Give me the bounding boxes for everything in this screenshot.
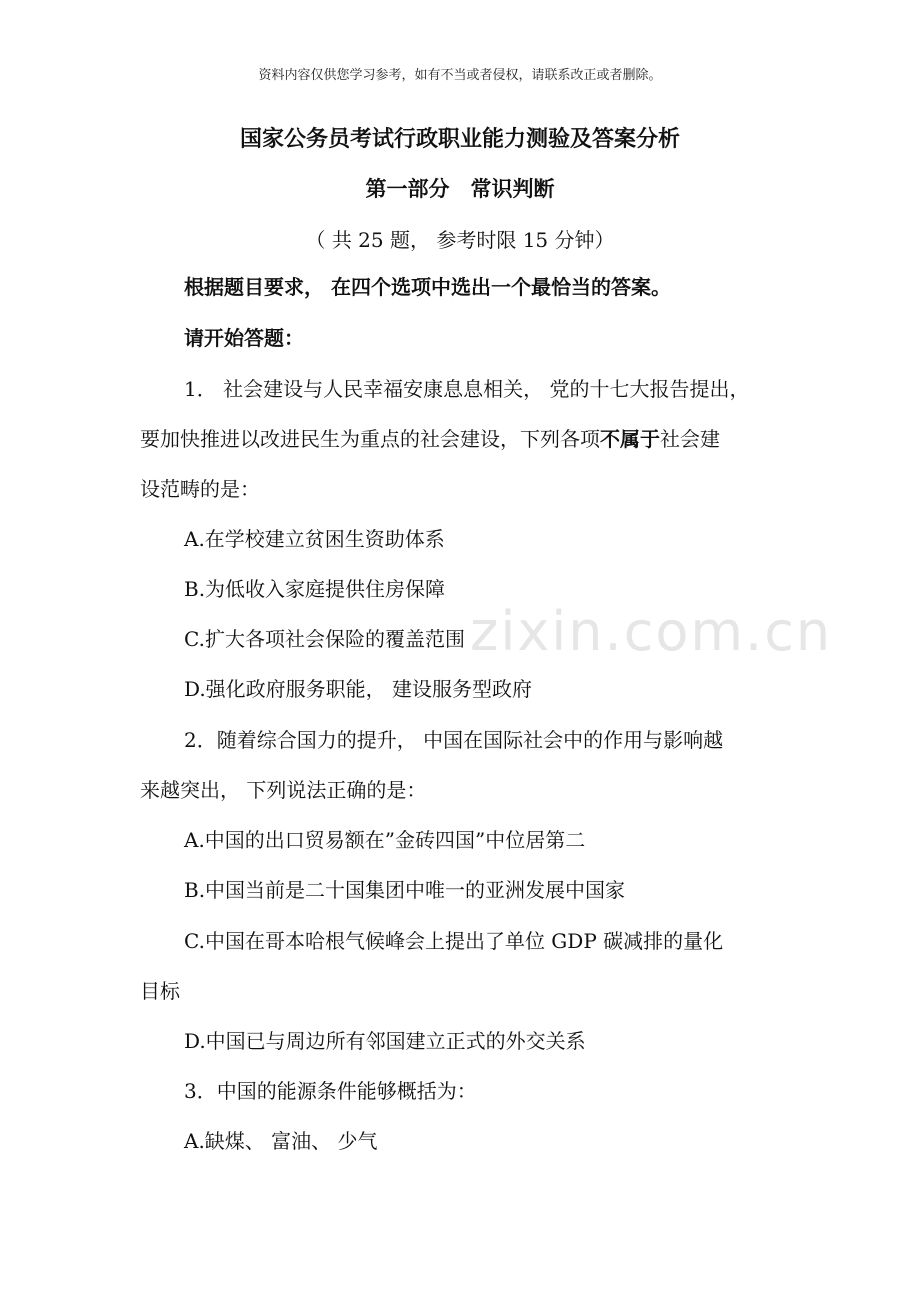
- watermark: zixin.com.cn: [470, 600, 833, 663]
- start-prompt: 请开始答题：: [184, 326, 304, 350]
- q1-option-c: C.扩大各项社会保险的覆盖范围: [184, 627, 465, 651]
- q1-emphasis: 不属于: [600, 427, 660, 451]
- q1-stem-line-1: 1． 社会建设与人民幸福安康息息相关， 党的十七大报告提出，: [184, 377, 750, 401]
- document-title: 国家公务员考试行政职业能力测验及答案分析: [239, 126, 680, 152]
- q3-stem-line-1: 3．中国的能源条件能够概括为：: [184, 1079, 477, 1103]
- q1-stem-line-2: [140, 424, 790, 454]
- instruction: 根据题目要求， 在四个选项中选出一个最恰当的答案。: [184, 275, 671, 299]
- q2-stem-line-2: 来越突出， 下列说法正确的是：: [140, 778, 427, 802]
- q1-option-b: B.为低收入家庭提供住房保障: [184, 577, 446, 601]
- time-note: （ 共 25 题， 参考时限 15 分钟）: [305, 228, 615, 252]
- q1-option-d: D.强化政府服务职能， 建设服务型政府: [184, 677, 533, 701]
- q2-option-c-line-2: 目标: [140, 979, 180, 1003]
- q2-stem-line-1: 2．随着综合国力的提升， 中国在国际社会中的作用与影响越: [184, 728, 724, 752]
- q2-option-d: D.中国已与周边所有邻国建立正式的外交关系: [184, 1029, 586, 1053]
- q1-stem-line-2-pre: 要加快推进以改进民生为重点的社会建设，下列各项: [140, 427, 600, 451]
- q2-option-c-line-1: C.中国在哥本哈根气候峰会上提出了单位 GDP 碳减排的量化: [184, 929, 724, 953]
- q1-stem-line-3: 设范畴的是：: [140, 477, 260, 501]
- q2-option-b: B.中国当前是二十国集团中唯一的亚洲发展中国家: [184, 878, 626, 902]
- q1-option-a: A.在学校建立贫困生资助体系: [184, 527, 445, 551]
- section-title: 第一部分 常识判断: [365, 176, 555, 201]
- q2-option-a: A.中国的出口贸易额在”金砖四国”中位居第二: [184, 828, 586, 852]
- q1-stem-line-2-post: 社会建: [660, 427, 720, 451]
- q3-option-a: A.缺煤、 富油、 少气: [184, 1129, 378, 1153]
- header-note: 资料内容仅供您学习参考，如有不当或者侵权，请联系改正或者删除。: [258, 68, 662, 83]
